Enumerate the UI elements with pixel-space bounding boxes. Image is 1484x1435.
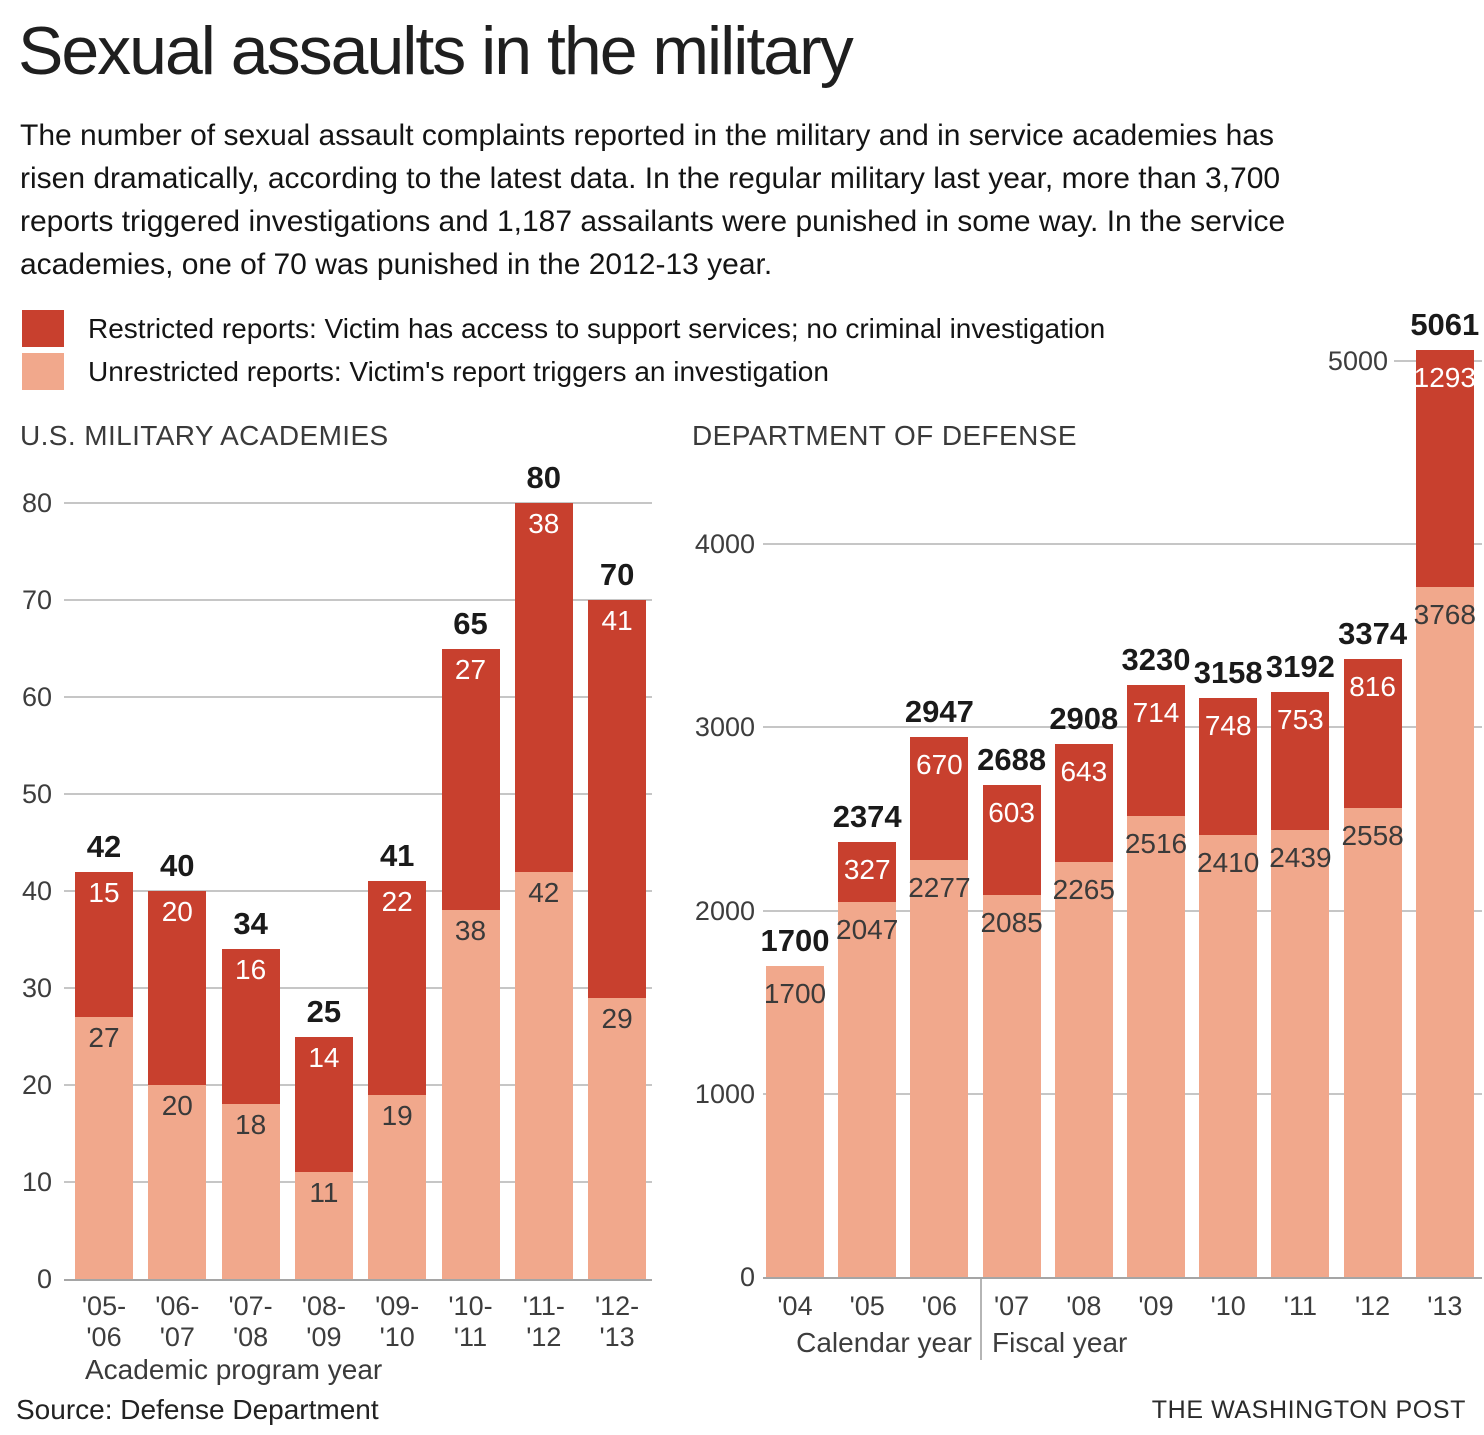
bar-value-label-unrestricted: 19: [381, 1099, 413, 1131]
bar-total-label: 3192: [1265, 649, 1335, 685]
bar-value-label-restricted: 41: [601, 605, 633, 636]
y-axis-tick-label: 2000: [694, 895, 755, 926]
x-axis-label: '13: [1427, 1291, 1463, 1321]
restricted-legend-label: Restricted reports: Victim has access to support services; no criminal investigation: [88, 313, 1106, 344]
bar-value-label-unrestricted: 2558: [1341, 820, 1404, 852]
bar-value-label-unrestricted: 2439: [1269, 842, 1332, 874]
bar-segment-unrestricted: [838, 902, 896, 1277]
x-axis-label: '05- '06: [81, 1291, 127, 1352]
bar-value-label-restricted: 670: [916, 749, 963, 781]
unrestricted-legend-label: Unrestricted reports: Victim's report triggers an investigation: [88, 356, 829, 387]
x-axis-label: '07- '08: [228, 1291, 273, 1352]
y-axis-tick-label: 0: [36, 1264, 52, 1294]
y-axis-tick-label: 80: [21, 488, 52, 518]
bar-total-label: 25: [306, 993, 342, 1029]
y-axis-tick-label: 40: [21, 876, 52, 906]
x-axis-label: '04: [777, 1291, 813, 1321]
bar-value-label-unrestricted: 27: [88, 1022, 120, 1054]
bar-total-label: 34: [233, 906, 268, 942]
bar-total-label: 42: [86, 828, 122, 864]
bar-value-label-restricted: 603: [988, 796, 1035, 828]
bar-value-label-unrestricted: 42: [528, 876, 560, 908]
y-axis-tick-label: 10: [21, 1167, 52, 1197]
x-axis-label: '11- '12: [522, 1291, 565, 1352]
bar-total-label: 2688: [977, 741, 1047, 777]
bar-value-label-unrestricted: 2047: [836, 913, 899, 945]
axis-group-label: Calendar year: [796, 1327, 972, 1358]
bar-value-label-restricted: 327: [843, 854, 891, 886]
bar-segment-unrestricted: [983, 895, 1041, 1277]
bar-value-label-restricted: 15: [88, 876, 120, 908]
bar-total-label: 2947: [904, 694, 974, 730]
x-axis-label: '09: [1138, 1291, 1174, 1321]
axis-group-label: Fiscal year: [992, 1327, 1128, 1358]
bar-total-label: 2374: [832, 799, 902, 835]
bar-value-label-restricted: 643: [1060, 756, 1108, 788]
x-axis-label: '06- '07: [155, 1291, 200, 1352]
bar-total-label: 3374: [1338, 615, 1408, 651]
x-axis-title: Academic program year: [85, 1354, 383, 1385]
x-axis-label: '08: [1066, 1291, 1102, 1321]
x-axis-label: '12: [1355, 1291, 1391, 1321]
bar-total-label: 2908: [1049, 701, 1119, 737]
y-axis-tick-label: 5000: [1327, 346, 1388, 376]
gridline: [763, 543, 1482, 545]
bar-value-label-restricted: 20: [161, 896, 193, 927]
bar-value-label-restricted: 714: [1132, 697, 1180, 729]
x-axis-label: '06: [921, 1291, 957, 1321]
y-axis-tick-label: 4000: [694, 529, 755, 560]
x-axis-baseline: [763, 1277, 1482, 1279]
bar-value-label-unrestricted: 2265: [1052, 874, 1115, 906]
x-axis-label: '10: [1210, 1291, 1246, 1321]
bar-value-label-unrestricted: 11: [309, 1177, 339, 1209]
bar-value-label-unrestricted: 3768: [1413, 598, 1476, 630]
bar-segment-unrestricted: [1199, 835, 1257, 1277]
x-axis-label: '09- '10: [375, 1291, 420, 1352]
bar-value-label-unrestricted: 2085: [980, 907, 1043, 939]
bar-value-label-unrestricted: 2410: [1197, 847, 1260, 879]
y-axis-tick-label: 60: [21, 682, 52, 712]
intro-text-line: The number of sexual assault complaints reported in the military and in service academies has: [20, 119, 1274, 152]
bar-value-label-restricted: 816: [1349, 670, 1396, 702]
bar-total-label: 80: [526, 460, 562, 495]
bar-total-label: 5061: [1410, 306, 1480, 342]
y-axis-tick-label: 70: [21, 585, 52, 615]
dod-chart-title: DEPARTMENT OF DEFENSE: [692, 420, 1077, 451]
bar-value-label-restricted: 38: [528, 508, 560, 539]
academies-chart-title: U.S. MILITARY ACADEMIES: [20, 420, 389, 451]
y-axis-tick-label: 20: [21, 1070, 52, 1100]
bar-total-label: 1700: [760, 922, 830, 958]
bar-value-label-restricted: 16: [235, 954, 267, 986]
bar-segment-unrestricted: [1055, 862, 1113, 1277]
bar-value-label-unrestricted: 18: [235, 1109, 267, 1141]
bar-segment-unrestricted: [1271, 830, 1329, 1277]
bar-segment-unrestricted: [1344, 808, 1402, 1277]
bar-total-label: 3158: [1193, 655, 1263, 691]
intro-text-line: reports triggered investigations and 1,187 assailants were punished in some way. In the service: [20, 205, 1286, 238]
bar-value-label-unrestricted: 38: [454, 915, 487, 947]
bar-total-label: 41: [379, 838, 415, 874]
x-axis-label: '07: [994, 1291, 1030, 1321]
x-axis-label: '08- '09: [301, 1291, 346, 1352]
bar-segment-unrestricted: [910, 860, 968, 1277]
y-axis-tick-label: 50: [21, 779, 52, 809]
intro-text-line: academies, one of 70 was punished in the 2012-13 year.: [20, 248, 773, 281]
bar-segment-unrestricted: [1127, 816, 1185, 1277]
bar-value-label-unrestricted: 29: [601, 1002, 633, 1034]
bar-total-label: 40: [160, 848, 195, 883]
y-axis-tick-label: 1000: [694, 1078, 755, 1109]
x-axis-label: '12- '13: [595, 1291, 640, 1352]
y-axis-tick-label: 3000: [694, 712, 755, 743]
axis-divider-line: [980, 1279, 982, 1360]
page-title: Sexual assaults in the military: [18, 13, 852, 89]
bar-total-label: 3230: [1121, 642, 1191, 678]
intro-text-line: risen dramatically, according to the latest data. In the regular military last year, more than 3,700: [20, 162, 1281, 195]
source-note: Source: Defense Department: [16, 1394, 379, 1425]
y-axis-tick-label: 0: [739, 1262, 755, 1292]
bar-value-label-unrestricted: 2277: [908, 871, 971, 903]
bar-value-label-restricted: 14: [308, 1041, 340, 1073]
bar-value-label-unrestricted: 20: [161, 1090, 193, 1121]
bar-value-label-restricted: 753: [1277, 704, 1324, 736]
bar-value-label-restricted: 1293: [1413, 361, 1476, 393]
bar-total-label: 65: [453, 605, 488, 641]
bar-segment-unrestricted: [766, 966, 824, 1277]
x-axis-label: '05: [849, 1291, 885, 1321]
bar-value-label-restricted: 27: [454, 653, 487, 685]
y-axis-tick-label: 30: [21, 973, 52, 1003]
bar-value-label-restricted: 22: [381, 886, 413, 918]
credit-note: THE WASHINGTON POST: [1151, 1396, 1466, 1424]
bar-value-label-unrestricted: 1700: [763, 977, 827, 1009]
bar-segment-unrestricted: [1416, 587, 1474, 1277]
bar-total-label: 70: [599, 557, 635, 592]
x-axis-label: '10- '11: [448, 1291, 493, 1352]
bar-value-label-restricted: 748: [1204, 710, 1252, 742]
x-axis-label: '11: [1283, 1291, 1317, 1321]
bar-value-label-unrestricted: 2516: [1124, 828, 1188, 860]
